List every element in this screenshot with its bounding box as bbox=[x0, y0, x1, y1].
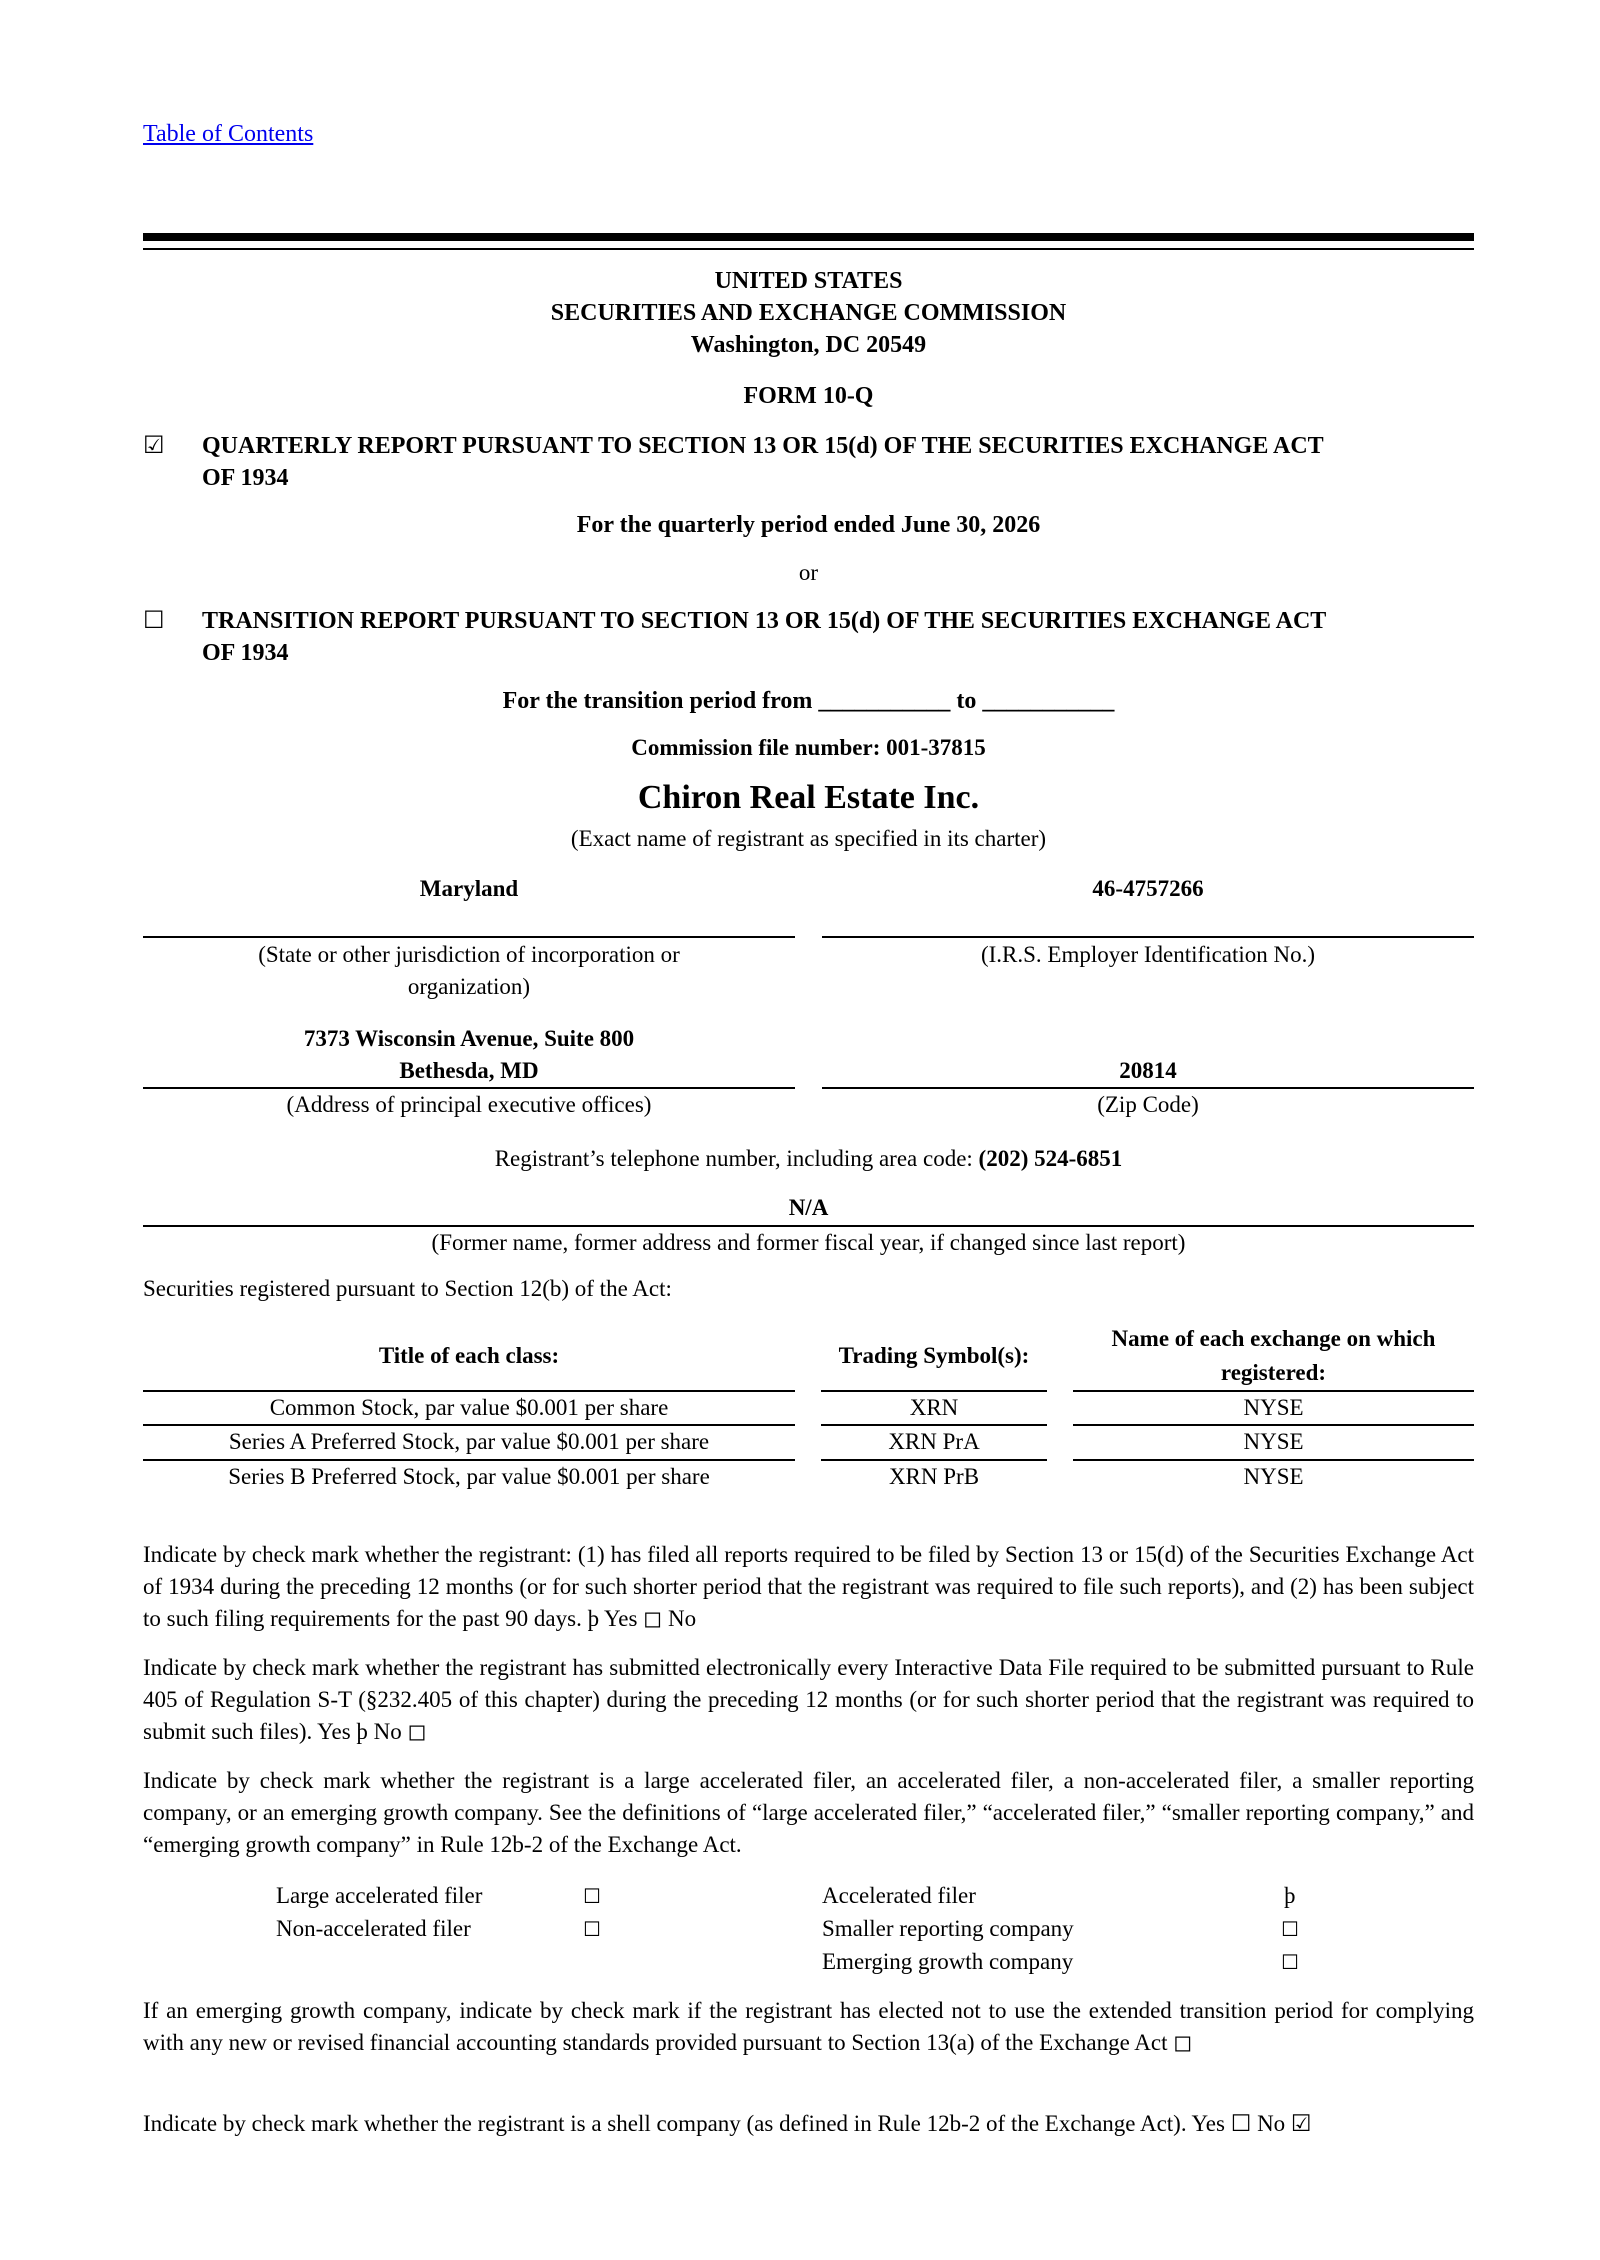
exchange-name: NYSE bbox=[1073, 1391, 1474, 1425]
principal-office-address bbox=[143, 1023, 795, 1087]
shell-company-paragraph: Indicate by check mark whether the registrant is a shell company (as defined in Rule 12b-2 of the Exchange Act). Yes ☐ No ☑ bbox=[143, 2111, 1312, 2136]
emerging-growth-election-paragraph: If an emerging growth company, indicate by check mark if the registrant has elected not to use the extended transition period for complying with any new or revised financial accounting standards provided pursuant to Section 13(a) of the Exchange Act ◻ bbox=[143, 1998, 1474, 2055]
trading-symbol: XRN PrB bbox=[888, 1464, 980, 1489]
interactive-data-paragraph: Indicate by check mark whether the registrant has submitted electronically every Interactive Data File required to be submitted pursuant to Rule 405 of Regulation S-T (§232.405 of this chapter) during the preceding 12 months (or for such shorter period that the registrant was required to submit such files). Yes þ No ◻ bbox=[143, 1655, 1474, 1744]
heading-line-3: Washington, DC 20549 bbox=[690, 332, 927, 358]
quarterly-period: For the quarterly period ended June 30, 2026 bbox=[576, 512, 1041, 538]
quarterly-title-line-2: OF 1934 bbox=[202, 465, 289, 491]
col-symbol-header: Trading Symbol(s): bbox=[821, 1322, 1047, 1391]
zip-code: 20814 bbox=[1119, 1058, 1177, 1083]
smaller-reporting-company-checkbox: ☐ bbox=[1281, 1917, 1299, 1941]
address-line-1: 7373 Wisconsin Avenue, Suite 800 bbox=[303, 1026, 635, 1051]
trading-symbol: XRN bbox=[821, 1391, 1047, 1425]
security-title: Series A Preferred Stock, par value $0.001 per share bbox=[143, 1425, 795, 1460]
telephone-line bbox=[143, 1143, 1474, 1175]
telephone-label: Registrant’s telephone number, including area code: bbox=[494, 1146, 979, 1171]
large-accelerated-filer-checkbox: ☐ bbox=[583, 1884, 601, 1908]
non-accelerated-filer-checkbox: ☐ bbox=[583, 1917, 601, 1941]
reports-filed-paragraph: Indicate by check mark whether the registrant: (1) has filed all reports required to be filed by Section 13 or 15(d) of the Securities Exchange Act of 1934 during the preceding 12 months (or for such shorter period that the registrant was required to file such reports), and (2) has been subject to such filing requirements for the past 90 days. þ Yes ◻ No bbox=[143, 1542, 1474, 1631]
ein-value: 46-4757266 bbox=[1092, 876, 1204, 901]
table-row bbox=[143, 1391, 1474, 1425]
smaller-reporting-company-label: Smaller reporting company bbox=[822, 1916, 1074, 1941]
table-row bbox=[143, 1460, 1474, 1493]
registrant-name: Chiron Real Estate Inc. bbox=[637, 779, 980, 816]
emerging-growth-company-label: Emerging growth company bbox=[822, 1949, 1074, 1974]
header-rule-thin bbox=[143, 248, 1474, 250]
heading-line-1: UNITED STATES bbox=[714, 268, 903, 294]
former-name: N/A bbox=[788, 1195, 829, 1220]
quarterly-checkbox: ☑ bbox=[143, 433, 165, 459]
exchange-name: NYSE bbox=[1073, 1425, 1474, 1460]
state-underline bbox=[143, 936, 795, 938]
filer-status-paragraph: Indicate by check mark whether the registrant is a large accelerated filer, an accelerated filer, a non-accelerated filer, a smaller reporting company, or an emerging growth company. See the definitions of “large accelerated filer,” “accelerated filer,” “smaller reporting company,” and “emerging growth company” in Rule 12b-2 of the Exchange Act. bbox=[143, 1768, 1474, 1857]
registrant-name-caption: (Exact name of registrant as specified in its charter) bbox=[570, 826, 1047, 851]
trading-symbol: XRN PrA bbox=[821, 1425, 1047, 1460]
state-caption-line-1: (State or other jurisdiction of incorporation or bbox=[258, 942, 680, 967]
transition-title-line-1: TRANSITION REPORT PURSUANT TO SECTION 13 OR 15(d) OF THE SECURITIES EXCHANGE ACT bbox=[202, 608, 1327, 634]
securities-header-row bbox=[143, 1322, 1474, 1391]
ein-underline bbox=[822, 936, 1474, 938]
transition-report-title bbox=[202, 605, 1474, 669]
transition-title-line-2: OF 1934 bbox=[202, 640, 289, 666]
zip-caption: (Zip Code) bbox=[1097, 1092, 1199, 1117]
accelerated-filer-checkbox: þ bbox=[1284, 1883, 1296, 1908]
security-title: Series B Preferred Stock, par value $0.001 per share bbox=[228, 1464, 710, 1489]
ein-caption: (I.R.S. Employer Identification No.) bbox=[980, 942, 1316, 967]
transition-checkbox: ☐ bbox=[143, 608, 165, 634]
emerging-growth-company-checkbox: ☐ bbox=[1281, 1950, 1299, 1974]
non-accelerated-filer-label: Non-accelerated filer bbox=[276, 1916, 471, 1941]
table-of-contents-link[interactable]: Table of Contents bbox=[143, 121, 314, 147]
state-caption-line-2: organization) bbox=[407, 974, 531, 999]
state-of-incorporation: Maryland bbox=[419, 876, 519, 901]
telephone-number: (202) 524-6851 bbox=[978, 1146, 1123, 1171]
state-caption bbox=[143, 939, 795, 1003]
form-type: FORM 10-Q bbox=[743, 383, 874, 409]
accelerated-filer-label: Accelerated filer bbox=[822, 1883, 976, 1908]
agency-heading bbox=[143, 265, 1474, 361]
header-rule-thick bbox=[143, 233, 1474, 241]
table-row bbox=[143, 1425, 1474, 1460]
or-separator: or bbox=[798, 560, 819, 585]
address-line-2: Bethesda, MD bbox=[399, 1058, 539, 1083]
security-title: Common Stock, par value $0.001 per share bbox=[143, 1391, 795, 1425]
large-accelerated-filer-label: Large accelerated filer bbox=[276, 1883, 483, 1908]
transition-period: For the transition period from ___________ to ___________ bbox=[502, 688, 1115, 714]
exchange-name: NYSE bbox=[1243, 1464, 1304, 1489]
commission-file-number: Commission file number: 001-37815 bbox=[631, 735, 986, 760]
former-caption: (Former name, former address and former fiscal year, if changed since last report) bbox=[431, 1230, 1186, 1255]
quarterly-report-title bbox=[202, 430, 1474, 494]
securities-table bbox=[143, 1322, 1474, 1493]
col-title-header: Title of each class: bbox=[143, 1322, 795, 1391]
address-caption: (Address of principal executive offices) bbox=[286, 1092, 652, 1117]
heading-line-2: SECURITIES AND EXCHANGE COMMISSION bbox=[550, 300, 1067, 326]
col-exchange-header: Name of each exchange on which registered: bbox=[1073, 1322, 1474, 1391]
securities-intro: Securities registered pursuant to Section 12(b) of the Act: bbox=[143, 1276, 672, 1301]
quarterly-title-line-1: QUARTERLY REPORT PURSUANT TO SECTION 13 OR 15(d) OF THE SECURITIES EXCHANGE ACT bbox=[202, 433, 1324, 459]
